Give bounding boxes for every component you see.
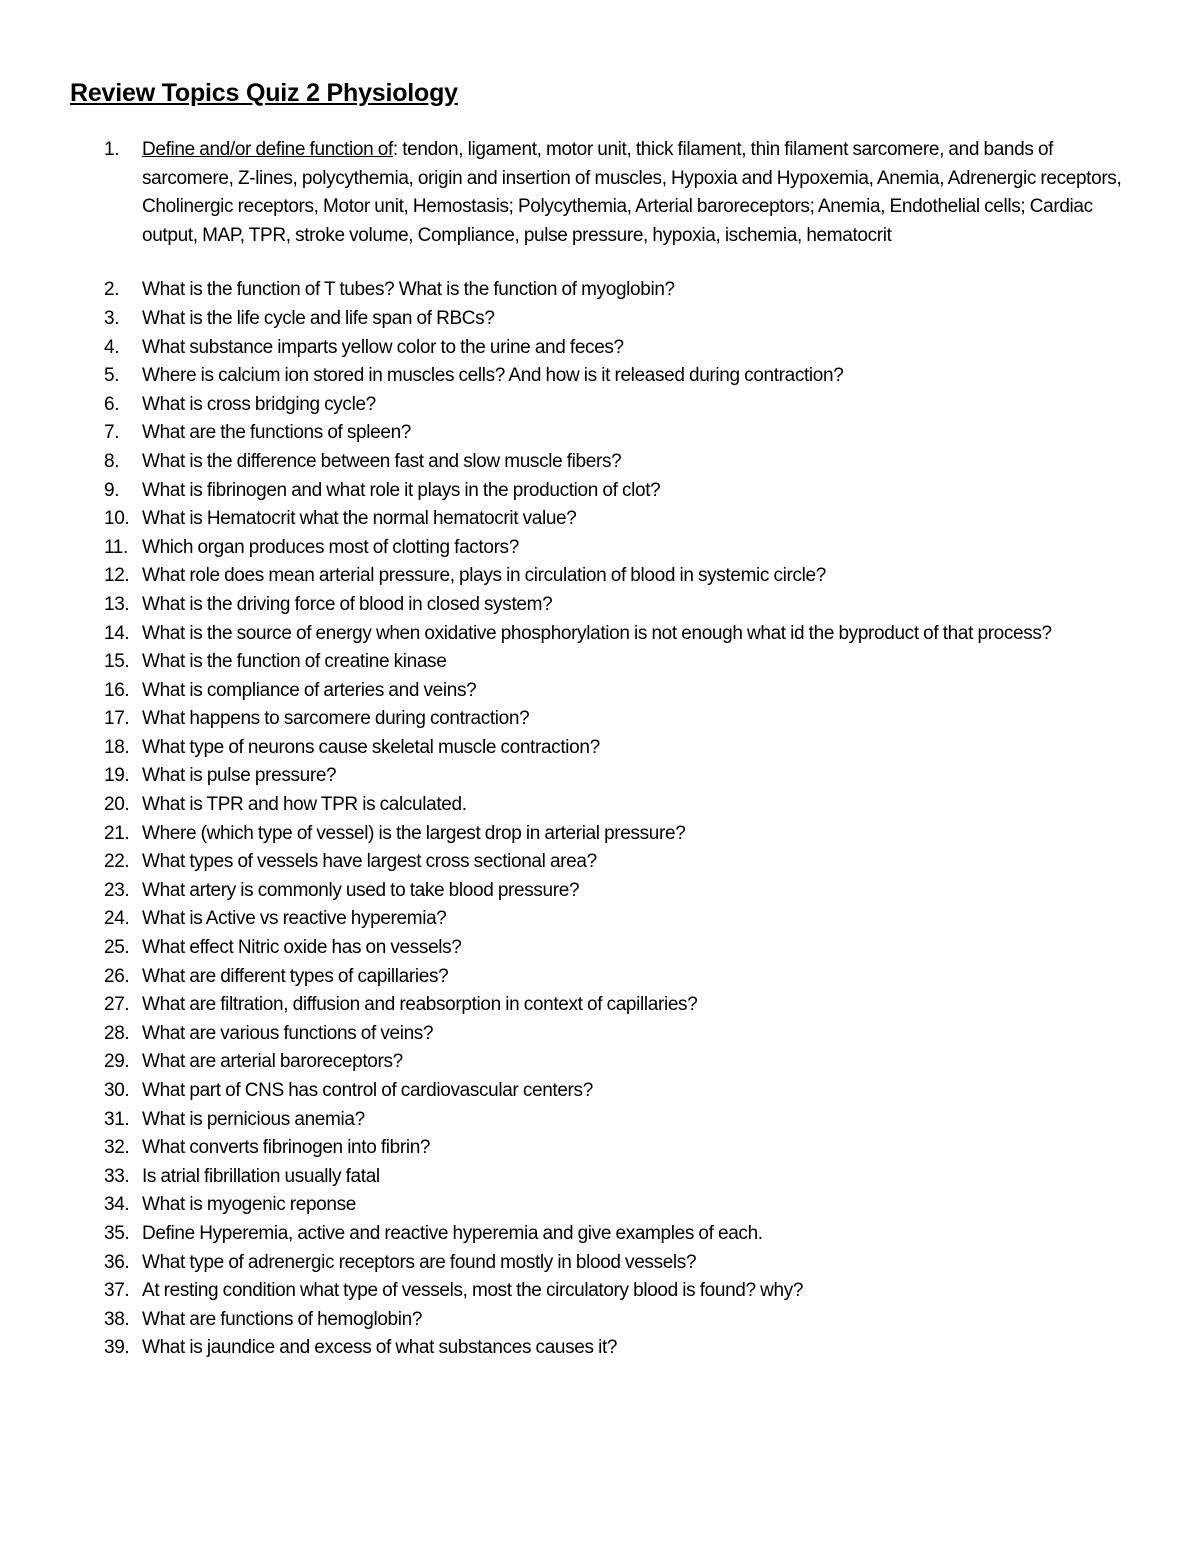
item-text: What role does mean arterial pressure, plays in circulation of blood in systemic circle?	[142, 565, 826, 587]
item-number: 16.	[104, 679, 130, 701]
list-item	[0, 1220, 1200, 1249]
list-item	[0, 734, 1200, 763]
item-text: What is the function of T tubes? What is the function of myoglobin?	[142, 279, 675, 301]
list-item	[0, 877, 1200, 906]
item-text: What is compliance of arteries and veins?	[142, 679, 477, 701]
item-number: 22.	[104, 851, 130, 873]
item-number: 12.	[104, 565, 130, 587]
list-item	[0, 305, 1200, 334]
page-title: Review Topics Quiz 2 Physiology	[70, 79, 458, 107]
item-text: What is Hematocrit what the normal hematocrit value?	[142, 508, 577, 530]
item-number: 21.	[104, 822, 130, 844]
item-text: What is the difference between fast and slow muscle fibers?	[142, 450, 622, 472]
list-item	[0, 1249, 1200, 1278]
list-item	[0, 791, 1200, 820]
item-number: 32.	[104, 1137, 130, 1159]
item-number: 8.	[104, 450, 120, 472]
item-text: What type of neurons cause skeletal muscle contraction?	[142, 736, 600, 758]
item-number: 6.	[104, 393, 120, 415]
item-number: 18.	[104, 736, 130, 758]
item-text: Is atrial fibrillation usually fatal	[142, 1165, 380, 1187]
item-text: What is the driving force of blood in closed system?	[142, 593, 553, 615]
item-number: 30.	[104, 1080, 130, 1101]
item-text: What are different types of capillaries?	[142, 965, 449, 987]
item-number: 39.	[104, 1337, 130, 1359]
list-item	[0, 648, 1200, 677]
item-number: 25.	[104, 937, 130, 959]
list-item	[0, 534, 1200, 563]
item-text: What artery is commonly used to take blood pressure?	[142, 879, 580, 901]
item-text: What effect Nitric oxide has on vessels?	[142, 937, 462, 959]
list-item	[0, 1077, 1200, 1106]
item-text: What is the life cycle and life span of RBCs?	[142, 307, 495, 329]
item-number: 10.	[104, 508, 130, 530]
item-text: What are filtration, diffusion and reabsorption in context of capillaries?	[142, 994, 698, 1016]
list-item	[0, 620, 1200, 649]
list-item	[0, 762, 1200, 791]
item-number: 1.	[104, 139, 120, 160]
item-text: Where is calcium ion stored in muscles cells? And how is it released during contraction?	[142, 365, 844, 387]
item-number: 37.	[104, 1280, 130, 1302]
list-item	[0, 391, 1200, 420]
define-heading: Define and/or define function of	[142, 139, 393, 160]
list-item	[0, 705, 1200, 734]
item-number: 35.	[104, 1222, 130, 1244]
list-item	[0, 276, 1200, 305]
item-text: What is TPR and how TPR is calculated.	[142, 794, 467, 816]
item-number: 15.	[104, 651, 130, 673]
list-item	[0, 419, 1200, 448]
item-text: What happens to sarcomere during contraction?	[142, 708, 530, 730]
item-text: What part of CNS has control of cardiovascular centers?	[142, 1080, 593, 1101]
item-number: 2.	[104, 279, 120, 301]
item-text: What is cross bridging cycle?	[142, 393, 376, 415]
item-number: 7.	[104, 422, 120, 444]
list-item	[0, 362, 1200, 391]
list-item	[0, 1334, 1200, 1363]
item-text: What is Active vs reactive hyperemia?	[142, 908, 447, 930]
list-item	[0, 848, 1200, 877]
item-text: What is pernicious anemia?	[142, 1108, 365, 1130]
list-item	[0, 1106, 1200, 1135]
item-number: 26.	[104, 965, 130, 987]
question-list	[0, 136, 1200, 1363]
list-item	[0, 477, 1200, 506]
item-text	[142, 136, 1140, 250]
item-number: 31.	[104, 1108, 130, 1130]
item-number: 14.	[104, 622, 130, 644]
item-number: 28.	[104, 1022, 130, 1044]
list-item	[0, 963, 1200, 992]
item-text: What is the source of energy when oxidative phosphorylation is not enough what id the byproduct of that process?	[142, 622, 1052, 644]
list-item	[0, 1306, 1200, 1335]
list-item	[0, 591, 1200, 620]
list-item	[0, 677, 1200, 706]
list-item	[0, 1020, 1200, 1049]
item-text: Define Hyperemia, active and reactive hyperemia and give examples of each.	[142, 1222, 763, 1244]
list-item	[0, 1048, 1200, 1077]
list-item	[0, 1134, 1200, 1163]
item-number: 33.	[104, 1165, 130, 1187]
item-number: 13.	[104, 593, 130, 615]
item-number: 20.	[104, 794, 130, 816]
item-number: 34.	[104, 1194, 130, 1216]
list-item	[0, 934, 1200, 963]
item-number: 5.	[104, 365, 120, 387]
item-number: 9.	[104, 479, 120, 501]
list-item	[0, 820, 1200, 849]
item-number: 3.	[104, 307, 120, 329]
item-number: 29.	[104, 1051, 130, 1073]
item-text: Where (which type of vessel) is the largest drop in arterial pressure?	[142, 822, 686, 844]
item-number: 23.	[104, 879, 130, 901]
list-item	[0, 562, 1200, 591]
item-number: 11.	[104, 536, 128, 558]
item-number: 19.	[104, 765, 130, 787]
item-text: What are functions of hemoglobin?	[142, 1308, 423, 1330]
item-text: What types of vessels have largest cross sectional area?	[142, 851, 597, 873]
item-text: What is myogenic reponse	[142, 1194, 356, 1216]
item-number: 17.	[104, 708, 130, 730]
item-number: 38.	[104, 1308, 130, 1330]
item-text: What are the functions of spleen?	[142, 422, 412, 444]
item-text: What are various functions of veins?	[142, 1022, 434, 1044]
item-text: What is pulse pressure?	[142, 765, 337, 787]
item-text: What is the function of creatine kinase	[142, 651, 447, 673]
list-item	[0, 1277, 1200, 1306]
item-number: 27.	[104, 994, 130, 1016]
define-terms: : tendon, ligament, motor unit, thick filament, thin filament sarcomere, and bands of sarcomere, Z-lines, polycythemia, origin and insertion of muscles, Hypoxia and Hypoxemia, Anemia, Adrenergic receptors, Cholinergic receptors, Motor unit, Hemostasis; Polycythemia, Arterial baroreceptors; Anemia, Endothelial cells; Cardiac output, MAP, TPR, stroke volume, Compliance, pulse pressure, hypoxia, ischemia, hematocrit	[142, 139, 1122, 246]
item-number: 4.	[104, 336, 120, 358]
item-text: At resting condition what type of vessels, most the circulatory blood is found? why?	[142, 1280, 804, 1302]
item-text: What substance imparts yellow color to the urine and feces?	[142, 336, 624, 358]
list-item	[0, 905, 1200, 934]
item-text: What is fibrinogen and what role it plays in the production of clot?	[142, 479, 661, 501]
item-text: What is jaundice and excess of what substances causes it?	[142, 1337, 618, 1359]
list-item	[0, 334, 1200, 363]
item-number: 36.	[104, 1251, 130, 1273]
list-item	[0, 505, 1200, 534]
item-text: What converts fibrinogen into fibrin?	[142, 1137, 431, 1159]
list-item	[0, 991, 1200, 1020]
list-item	[0, 448, 1200, 477]
list-item-1	[0, 136, 1200, 250]
list-item	[0, 1163, 1200, 1192]
item-text: Which organ produces most of clotting factors?	[142, 536, 519, 558]
item-text: What type of adrenergic receptors are found mostly in blood vessels?	[142, 1251, 697, 1273]
item-number: 24.	[104, 908, 130, 930]
item-text: What are arterial baroreceptors?	[142, 1051, 403, 1073]
list-item	[0, 1191, 1200, 1220]
